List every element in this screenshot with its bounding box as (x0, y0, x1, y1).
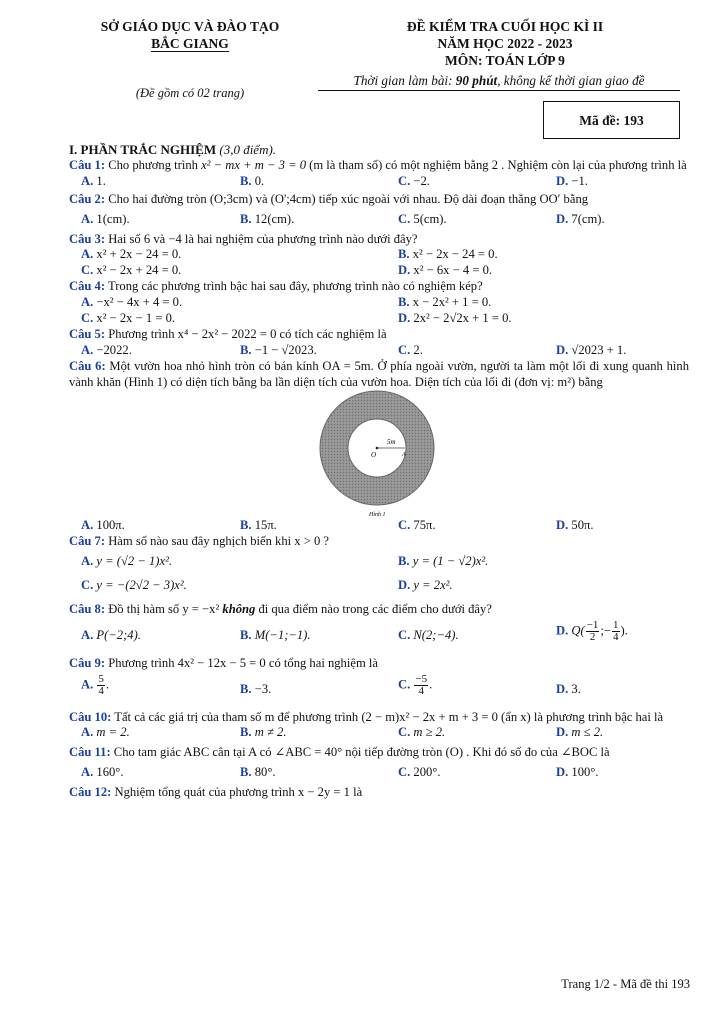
option-d[interactable]: D. x² − 6x − 4 = 0. (398, 263, 493, 278)
exam-title: ĐỀ KIỂM TRA CUỐI HỌC KÌ II (406, 19, 604, 34)
option-c[interactable]: C. 200°. (398, 765, 441, 780)
option-b[interactable]: B. −1 − √2023. (240, 342, 317, 357)
option-a[interactable]: A. 160°. (81, 765, 124, 780)
question-number: Câu 1: (69, 158, 106, 173)
question-number: Câu 5: (69, 327, 106, 342)
answers-9 (69, 672, 689, 706)
question-emphasis: không (222, 602, 256, 617)
question-text: Một vườn hoa nhỏ hình tròn có bán kính OA = 5m. Ở phía ngoài vườn, người ta làm một lối đi xung quanh hình vành khăn (Hình 1) có diện tích bằng ba lần diện tích của vườn hoa. Diện tích của lối đi (đơn vị: m²) bằng (69, 358, 689, 389)
answers-4-row1 (69, 295, 689, 311)
page-footer: Trang 1/2 - Mã đề thi 193 (561, 977, 690, 991)
center-label: O (371, 451, 377, 460)
annulus-figure (69, 390, 689, 518)
option-a[interactable]: A. $\frac{5}{4}$ . (81, 672, 110, 697)
section-name: I. PHẦN TRẮC NGHIỆM (69, 142, 220, 157)
option-d[interactable]: D. m ≤ 2. (556, 725, 604, 740)
question-number: Câu 12: (69, 785, 112, 800)
option-d[interactable]: D. √2023 + 1. (556, 342, 627, 357)
question-8 (69, 602, 689, 618)
option-c[interactable]: C. y = −(2√2 − 3)x². (81, 578, 187, 593)
pages-note: (Đề gồm có 02 trang) (135, 86, 245, 100)
exam-code-box: Mã đề: 193 (543, 101, 680, 139)
answers-11 (69, 761, 689, 785)
department-block (60, 18, 320, 52)
option-c[interactable]: C. −2. (398, 173, 430, 188)
question-9 (69, 656, 689, 672)
figure-1 (69, 390, 689, 518)
option-a[interactable]: A. x² + 2x − 24 = 0. (81, 247, 182, 262)
option-b[interactable]: B. x − 2x² + 1 = 0. (398, 295, 492, 310)
question-number: Câu 4: (69, 279, 106, 294)
question-3 (69, 232, 689, 248)
radius-label: 5m (387, 438, 396, 447)
option-b[interactable]: B. −3. (240, 681, 272, 696)
option-b[interactable]: B. m ≠ 2. (240, 725, 287, 740)
question-text: Nghiệm tổng quát của phương trình x − 2y = 1 là (111, 785, 363, 800)
option-a[interactable]: A. P(−2;4). (81, 627, 141, 642)
question-text: Tất cả các giá trị của tham số m để phương trình (2 − m)x² − 2x + m + 3 = 0 (ẩn x) là phương trình bậc hai là (111, 709, 664, 724)
option-a[interactable]: A. y = (√2 − 1)x². (81, 554, 172, 569)
time-prefix: Thời gian làm bài: (353, 73, 456, 88)
figure-caption: Hình 1 (369, 512, 386, 519)
province-name: BẮC GIANG (151, 36, 229, 51)
question-text: (m là tham số) có một nghiệm bằng 2 . Nghiệm còn lại của phương trình là (306, 158, 687, 173)
question-7 (69, 534, 689, 550)
question-number: Câu 6: (69, 358, 106, 373)
option-c[interactable]: C. $\frac{-5}{4}$ . (398, 672, 433, 697)
option-d[interactable]: D. Q( $\frac{-1}{2}$ ;− $\frac{1}{4}$ ). (556, 618, 628, 643)
option-a[interactable]: A. −2022. (81, 342, 132, 357)
option-a[interactable]: A. 1(cm). (81, 211, 130, 226)
section-points: (3,0 điểm). (219, 142, 277, 157)
question-number: Câu 7: (69, 534, 106, 549)
option-a[interactable]: A. m = 2. (81, 725, 130, 740)
time-line (318, 72, 680, 91)
school-year: NĂM HỌC 2022 - 2023 (437, 36, 573, 51)
option-d[interactable]: D. 100°. (556, 765, 599, 780)
option-b[interactable]: B. 12(cm). (240, 211, 295, 226)
answers-8 (69, 618, 689, 654)
option-c[interactable]: C. N(2;−4). (398, 627, 459, 642)
question-number: Câu 2: (69, 191, 106, 206)
question-number: Câu 8: (69, 602, 106, 617)
option-a[interactable]: A. −x² − 4x + 4 = 0. (81, 295, 183, 310)
question-text: Phương trình 4x² − 12x − 5 = 0 có tổng hai nghiệm là (105, 655, 378, 670)
option-d[interactable]: D. 3. (556, 681, 581, 696)
question-11 (69, 745, 689, 761)
answers-3-row2 (69, 263, 689, 279)
answers-6 (69, 518, 689, 534)
question-2 (69, 192, 689, 208)
subject: MÔN: TOÁN LỚP 9 (445, 53, 565, 68)
question-number: Câu 11: (69, 745, 111, 760)
question-text: Đồ thị hàm số y = −x² (105, 602, 223, 617)
option-a[interactable]: A. 100π. (81, 518, 125, 533)
question-number: Câu 3: (69, 231, 106, 246)
question-6 (69, 359, 689, 390)
option-b[interactable]: B. 15π. (240, 518, 277, 533)
question-text: Trong các phương trình bậc hai sau đây, phương trình nào có nghiệm kép? (105, 279, 483, 294)
option-b[interactable]: B. x² − 2x − 24 = 0. (398, 247, 498, 262)
question-text: Cho hai đường tròn (O;3cm) và (O';4cm) tiếp xúc ngoài với nhau. Độ dài đoạn thẳng OO′ bằng (105, 191, 589, 206)
question-10 (69, 710, 689, 726)
question-1 (69, 158, 689, 174)
option-c[interactable]: C. 75π. (398, 518, 436, 533)
option-c[interactable]: C. 2. (398, 342, 423, 357)
answers-4-row2 (69, 311, 689, 327)
point-a-label: A (402, 452, 406, 459)
option-b[interactable]: B. M(−1;−1). (240, 627, 311, 642)
option-d[interactable]: D. 2x² − 2√2x + 1 = 0. (398, 311, 512, 326)
time-value: 90 phút (455, 73, 498, 88)
answers-5 (69, 343, 689, 359)
question-equation: x² − mx + m − 3 = 0 (201, 158, 307, 173)
question-5 (69, 327, 689, 343)
option-b[interactable]: B. y = (1 − √2)x². (398, 554, 489, 569)
question-4 (69, 279, 689, 295)
answers-3-row1 (69, 247, 689, 263)
option-d[interactable]: D. y = 2x². (398, 578, 453, 593)
option-b[interactable]: B. 0. (240, 173, 265, 188)
answers-7-row2 (69, 574, 689, 598)
question-number: Câu 9: (69, 655, 106, 670)
department-name: SỞ GIÁO DỤC VÀ ĐÀO TẠO (100, 19, 280, 34)
question-text: Cho tam giác ABC cân tại A có ∠ABC = 40° nội tiếp đường tròn (O) . Khi đó số đo của ∠BOC là (110, 745, 610, 760)
option-b[interactable]: B. 80°. (240, 765, 276, 780)
question-text: Phương trình x⁴ − 2x² − 2022 = 0 có tích các nghiệm là (105, 327, 387, 342)
option-c[interactable]: C. m ≥ 2. (398, 725, 446, 740)
option-c[interactable]: C. x² − 2x − 1 = 0. (81, 311, 176, 326)
question-text: đi qua điểm nào trong các điểm cho dưới đây? (255, 602, 492, 617)
answers-10 (69, 725, 689, 741)
questions-area (69, 142, 689, 801)
question-text: Hàm số nào sau đây nghịch biến khi x > 0 ? (105, 534, 329, 549)
answers-2 (69, 208, 689, 232)
option-d[interactable]: D. −1. (556, 173, 588, 188)
question-12 (69, 785, 689, 801)
option-a[interactable]: A. 1. (81, 173, 106, 188)
exam-title-block (330, 18, 680, 69)
question-text: Hai số 6 và −4 là hai nghiệm của phương trình nào dưới đây? (105, 231, 418, 246)
option-c[interactable]: C. 5(cm). (398, 211, 447, 226)
section-title (69, 142, 689, 158)
option-c[interactable]: C. x² − 2x + 24 = 0. (81, 263, 182, 278)
answers-1 (69, 174, 689, 190)
center-point (376, 447, 379, 450)
time-suffix: , không kể thời gian giao đề (497, 73, 645, 88)
answers-7-row1 (69, 550, 689, 574)
question-number: Câu 10: (69, 709, 112, 724)
question-text: Cho phương trình (105, 158, 202, 173)
option-d[interactable]: D. 7(cm). (556, 211, 605, 226)
option-d[interactable]: D. 50π. (556, 518, 594, 533)
